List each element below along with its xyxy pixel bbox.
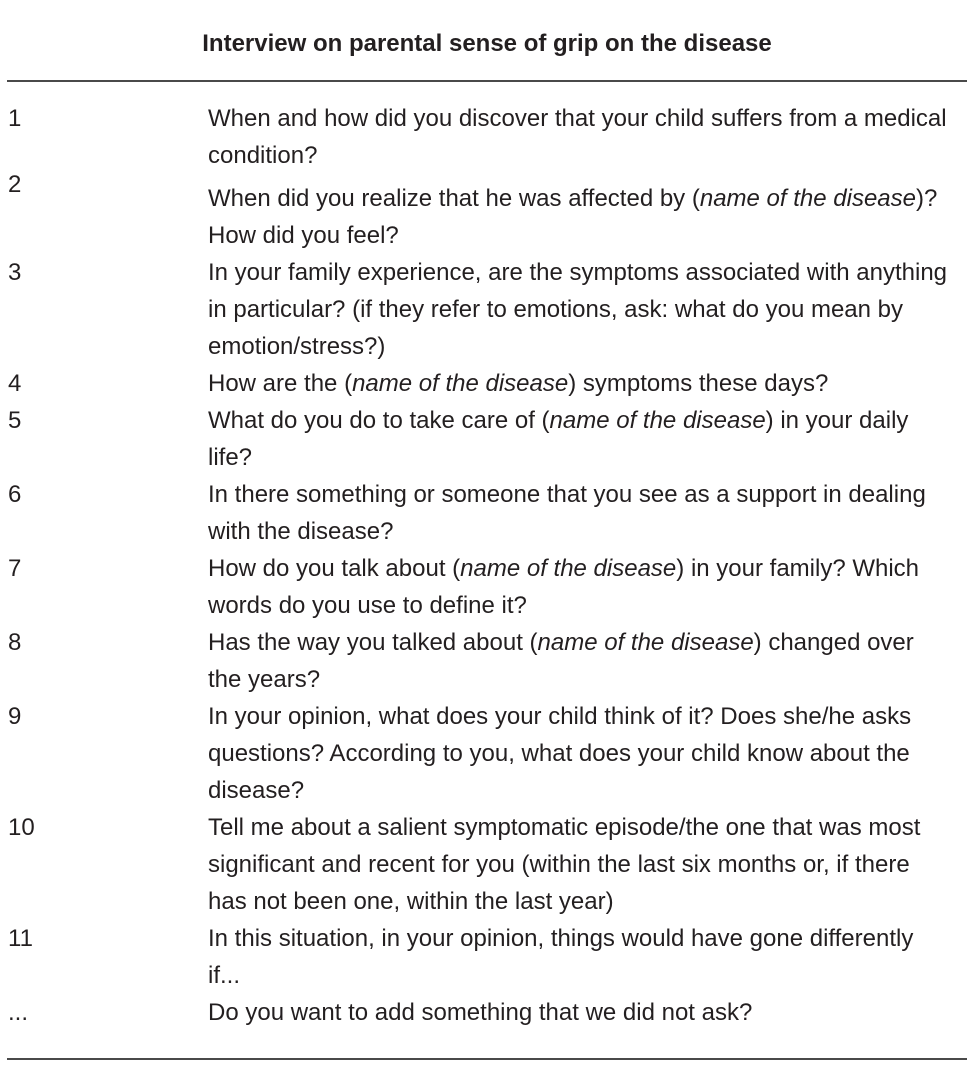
question-text: In your family experience, are the symptoms associated with anything in particular? (if they refer to emotions, ask: what do you mean by emotion/stress?) xyxy=(208,259,948,360)
question-text: )? How did you feel? xyxy=(208,185,938,249)
row-question xyxy=(208,476,948,550)
row-number: 6 xyxy=(8,481,22,508)
question-text: Tell me about a salient symptomatic episode/the one that was most significant and recent for you (within the last six months or, if there has not been one, within the last year) xyxy=(208,814,921,915)
row-question xyxy=(208,550,948,624)
disease-placeholder: name of the disease xyxy=(699,185,916,212)
table-title: Interview on parental sense of grip on the disease xyxy=(202,30,772,57)
question-text: In your opinion, what does your child think of it? Does she/he asks questions? According to you, what does your child know about the disease? xyxy=(208,703,912,804)
row-number: 5 xyxy=(8,407,22,434)
row-question xyxy=(208,809,948,920)
question-text: ) in your family? Which words do you use to define it? xyxy=(208,555,920,619)
row-number: ... xyxy=(8,999,29,1026)
row-number: 4 xyxy=(8,370,22,397)
row-number: 9 xyxy=(8,703,22,730)
table-row xyxy=(0,698,974,809)
row-number: 1 xyxy=(8,105,22,132)
row-question xyxy=(208,254,948,365)
row-number: 2 xyxy=(8,171,22,198)
disease-placeholder: name of the disease xyxy=(549,407,766,434)
question-text: Has the way you talked about ( xyxy=(208,629,538,656)
question-text: ) changed over the years? xyxy=(208,629,914,693)
table-row xyxy=(0,171,974,254)
row-number: 8 xyxy=(8,629,22,656)
table-row xyxy=(0,100,974,174)
question-text: In there something or someone that you see as a support in dealing with the disease? xyxy=(208,481,926,545)
table-row xyxy=(0,994,974,1031)
question-text: What do you do to take care of ( xyxy=(208,407,550,434)
row-question xyxy=(208,174,948,254)
row-question xyxy=(208,365,948,402)
row-question xyxy=(208,624,948,698)
question-text: How do you talk about ( xyxy=(208,555,461,582)
table-row xyxy=(0,550,974,624)
table-row xyxy=(0,476,974,550)
disease-placeholder: name of the disease xyxy=(352,370,569,397)
row-number: 7 xyxy=(8,555,22,582)
question-text: When and how did you discover that your child suffers from a medical condition? xyxy=(208,105,947,169)
question-text: Do you want to add something that we did not ask? xyxy=(208,999,753,1026)
question-text: ) symptoms these days? xyxy=(568,370,829,397)
table-row xyxy=(0,402,974,476)
question-text: In this situation, in your opinion, things would have gone differently if... xyxy=(208,925,914,989)
disease-placeholder: name of the disease xyxy=(460,555,677,582)
row-number: 3 xyxy=(8,259,22,286)
question-text: How are the ( xyxy=(208,370,353,397)
bottom-rule xyxy=(7,1058,967,1060)
table-row xyxy=(0,624,974,698)
table-row xyxy=(0,809,974,920)
top-rule xyxy=(7,80,967,82)
table-body xyxy=(0,100,974,1031)
table-row xyxy=(0,254,974,365)
table-row xyxy=(0,920,974,994)
table-row xyxy=(0,365,974,402)
row-number: 10 xyxy=(8,814,35,841)
question-text: When did you realize that he was affected by ( xyxy=(208,185,700,212)
row-question xyxy=(208,402,948,476)
row-number: 11 xyxy=(8,925,33,952)
row-question xyxy=(208,100,948,174)
row-question xyxy=(208,698,948,809)
question-text: ) in your daily life? xyxy=(208,407,909,471)
row-question xyxy=(208,994,948,1031)
disease-placeholder: name of the disease xyxy=(537,629,754,656)
row-question xyxy=(208,920,948,994)
